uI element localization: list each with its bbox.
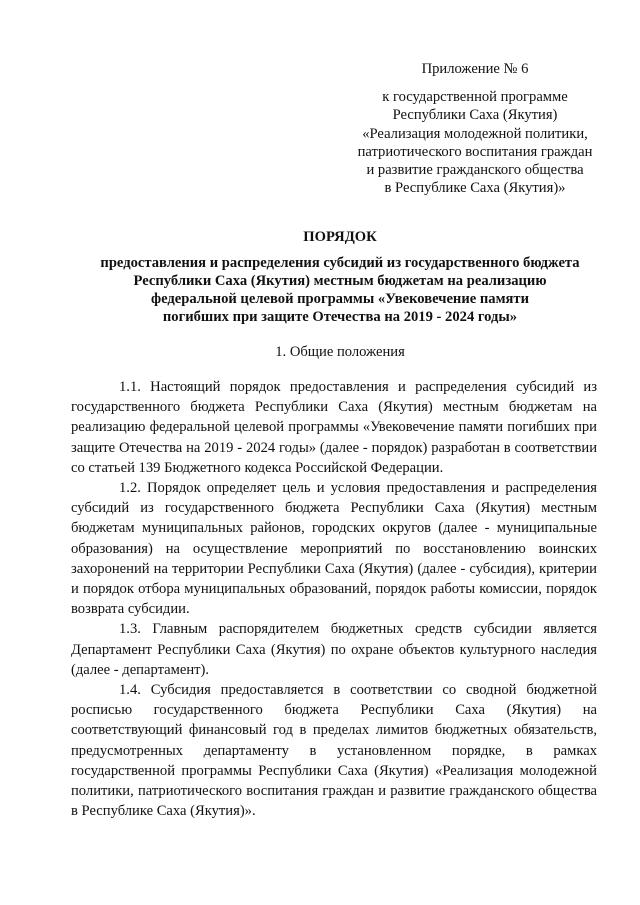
annex-line: в Республике Саха (Якутия)» (384, 180, 566, 197)
annex-line: «Реализация молодежной политики, (362, 125, 588, 142)
title-main: ПОРЯДОК (303, 229, 377, 245)
title-line: погибших при защите Отечества на 2019 - 2024 годы» (162, 309, 518, 325)
section-heading: 1. Общие положения (275, 344, 405, 360)
paragraph-1-3: 1.3. Главным распорядителем бюджетных средств субсидии является Департамент Республики Саха (Якутия) по охране объектов культурного наследия (далее - департамент). (71, 621, 597, 678)
annex-line: к государственной программе (382, 89, 568, 106)
document-title (70, 228, 610, 326)
paragraph-1-2: 1.2. Порядок определяет цель и условия предоставления и распределения субсидий из государственного бюджета Республики Саха (Якутия) местным бюджетам муниципальных районов, городских округов (далее - муниципальные образования) на осуществление мероприятий по восстановлению воинских захоронений на территории Республики Саха (Якутия) (далее - субсидия), критерии и порядок отбора муниципальных образований, порядок работы комиссии, порядок возврата субсидии. (71, 480, 597, 618)
title-line: Республики Саха (Якутия) местным бюджетам на реализацию (133, 273, 547, 289)
annex-block (330, 60, 620, 197)
title-line: федеральной целевой программы «Увековечение памяти (150, 291, 529, 307)
paragraph-1-1: 1.1. Настоящий порядок предоставления и распределения субсидий из государственного бюджета Республики Саха (Якутия) местным бюджетам на реализацию федеральной целевой программы «Увековечение памяти погибших при защите Отечества на 2019 - 2024 годы» (далее - порядок) разработан в соответствии со статьей 139 Бюджетного кодекса Российской Федерации. (71, 379, 597, 476)
paragraph-1-4: 1.4. Субсидия предоставляется в соответствии со сводной бюджетной росписью государственного бюджета Республики Саха (Якутия) на соответствующий финансовый год в пределах лимитов бюджетных обязательств, предусмотренных департаменту в установленном порядке, в рамках государственной программы Республики Саха (Якутия) «Реализация молодежной политики, патриотического воспитания граждан и развитие гражданского общества в Республике Саха (Якутия)». (71, 682, 597, 820)
annex-line: и развитие гражданского общества (366, 162, 584, 179)
title-line: предоставления и распределения субсидий из государственного бюджета (100, 255, 580, 271)
section-body (71, 377, 597, 821)
annex-title: Приложение № 6 (421, 61, 529, 77)
annex-line: патриотического воспитания граждан (357, 143, 593, 160)
annex-line: Республики Саха (Якутия) (392, 107, 558, 124)
